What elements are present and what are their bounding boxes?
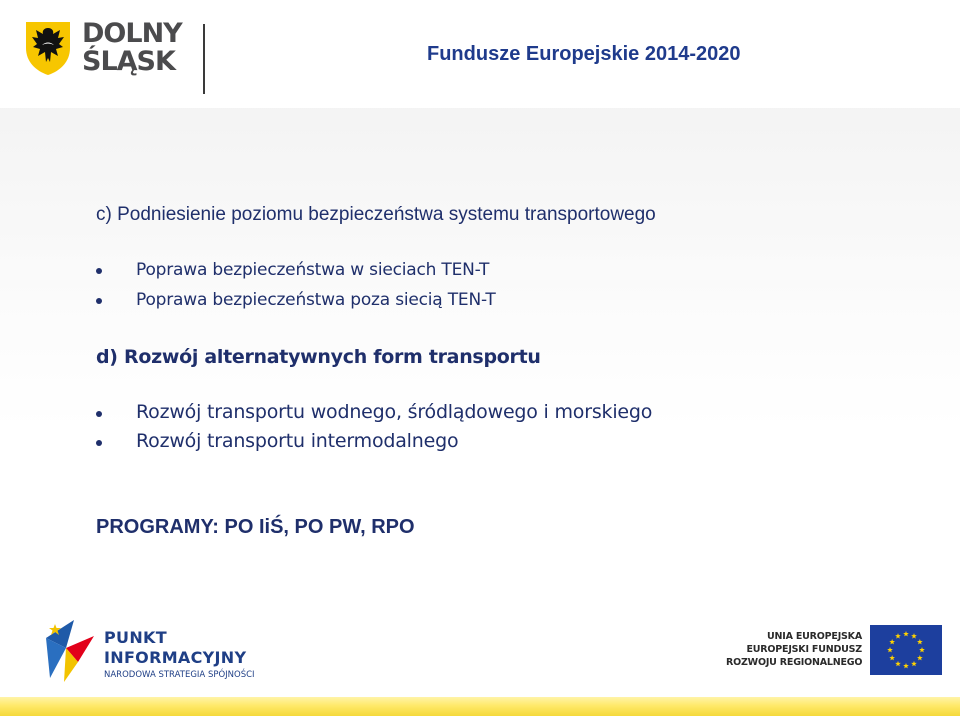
pi-title-line1: PUNKT xyxy=(104,628,167,647)
bullet-icon xyxy=(96,268,102,274)
bullet-text: Rozwój transportu intermodalnego xyxy=(136,430,459,452)
programs-line: PROGRAMY: PO IiŚ, PO PW, RPO xyxy=(96,516,415,538)
bullet-text: Poprawa bezpieczeństwa w sieciach TEN-T xyxy=(136,260,490,280)
eu-line1: UNIA EUROPEJSKA xyxy=(767,631,862,642)
section-c-heading: c) Podniesienie poziomu bezpieczeństwa systemu transportowego xyxy=(96,204,656,225)
eu-flag-icon xyxy=(870,625,942,675)
bullet-icon xyxy=(96,411,102,417)
brand-line1: DOLNY xyxy=(82,18,182,49)
footer-stripe xyxy=(0,697,960,716)
brand-line2: ŚLĄSK xyxy=(82,46,175,77)
eu-line3: ROZWOJU REGIONALNEGO xyxy=(726,657,863,668)
eu-line2: EUROPEJSKI FUNDUSZ xyxy=(746,644,862,655)
eu-text-block xyxy=(726,630,862,669)
bullet-icon xyxy=(96,440,102,446)
eu-fund-logo xyxy=(726,612,956,690)
pi-subtitle: NARODOWA STRATEGIA SPÓJNOŚCI xyxy=(104,670,255,680)
pi-title-line2: INFORMACYJNY xyxy=(104,648,247,667)
header-title: Fundusze Europejskie 2014-2020 xyxy=(427,43,741,65)
star-arrows-icon xyxy=(44,618,96,684)
section-d-heading: d) Rozwój alternatywnych form transportu xyxy=(96,346,541,368)
punkt-informacyjny-logo xyxy=(44,610,254,688)
bullet-text: Rozwój transportu wodnego, śródlądowego i morskiego xyxy=(136,401,653,423)
bullet-icon xyxy=(96,298,102,304)
bullet-text: Poprawa bezpieczeństwa poza siecią TEN-T xyxy=(136,290,496,310)
